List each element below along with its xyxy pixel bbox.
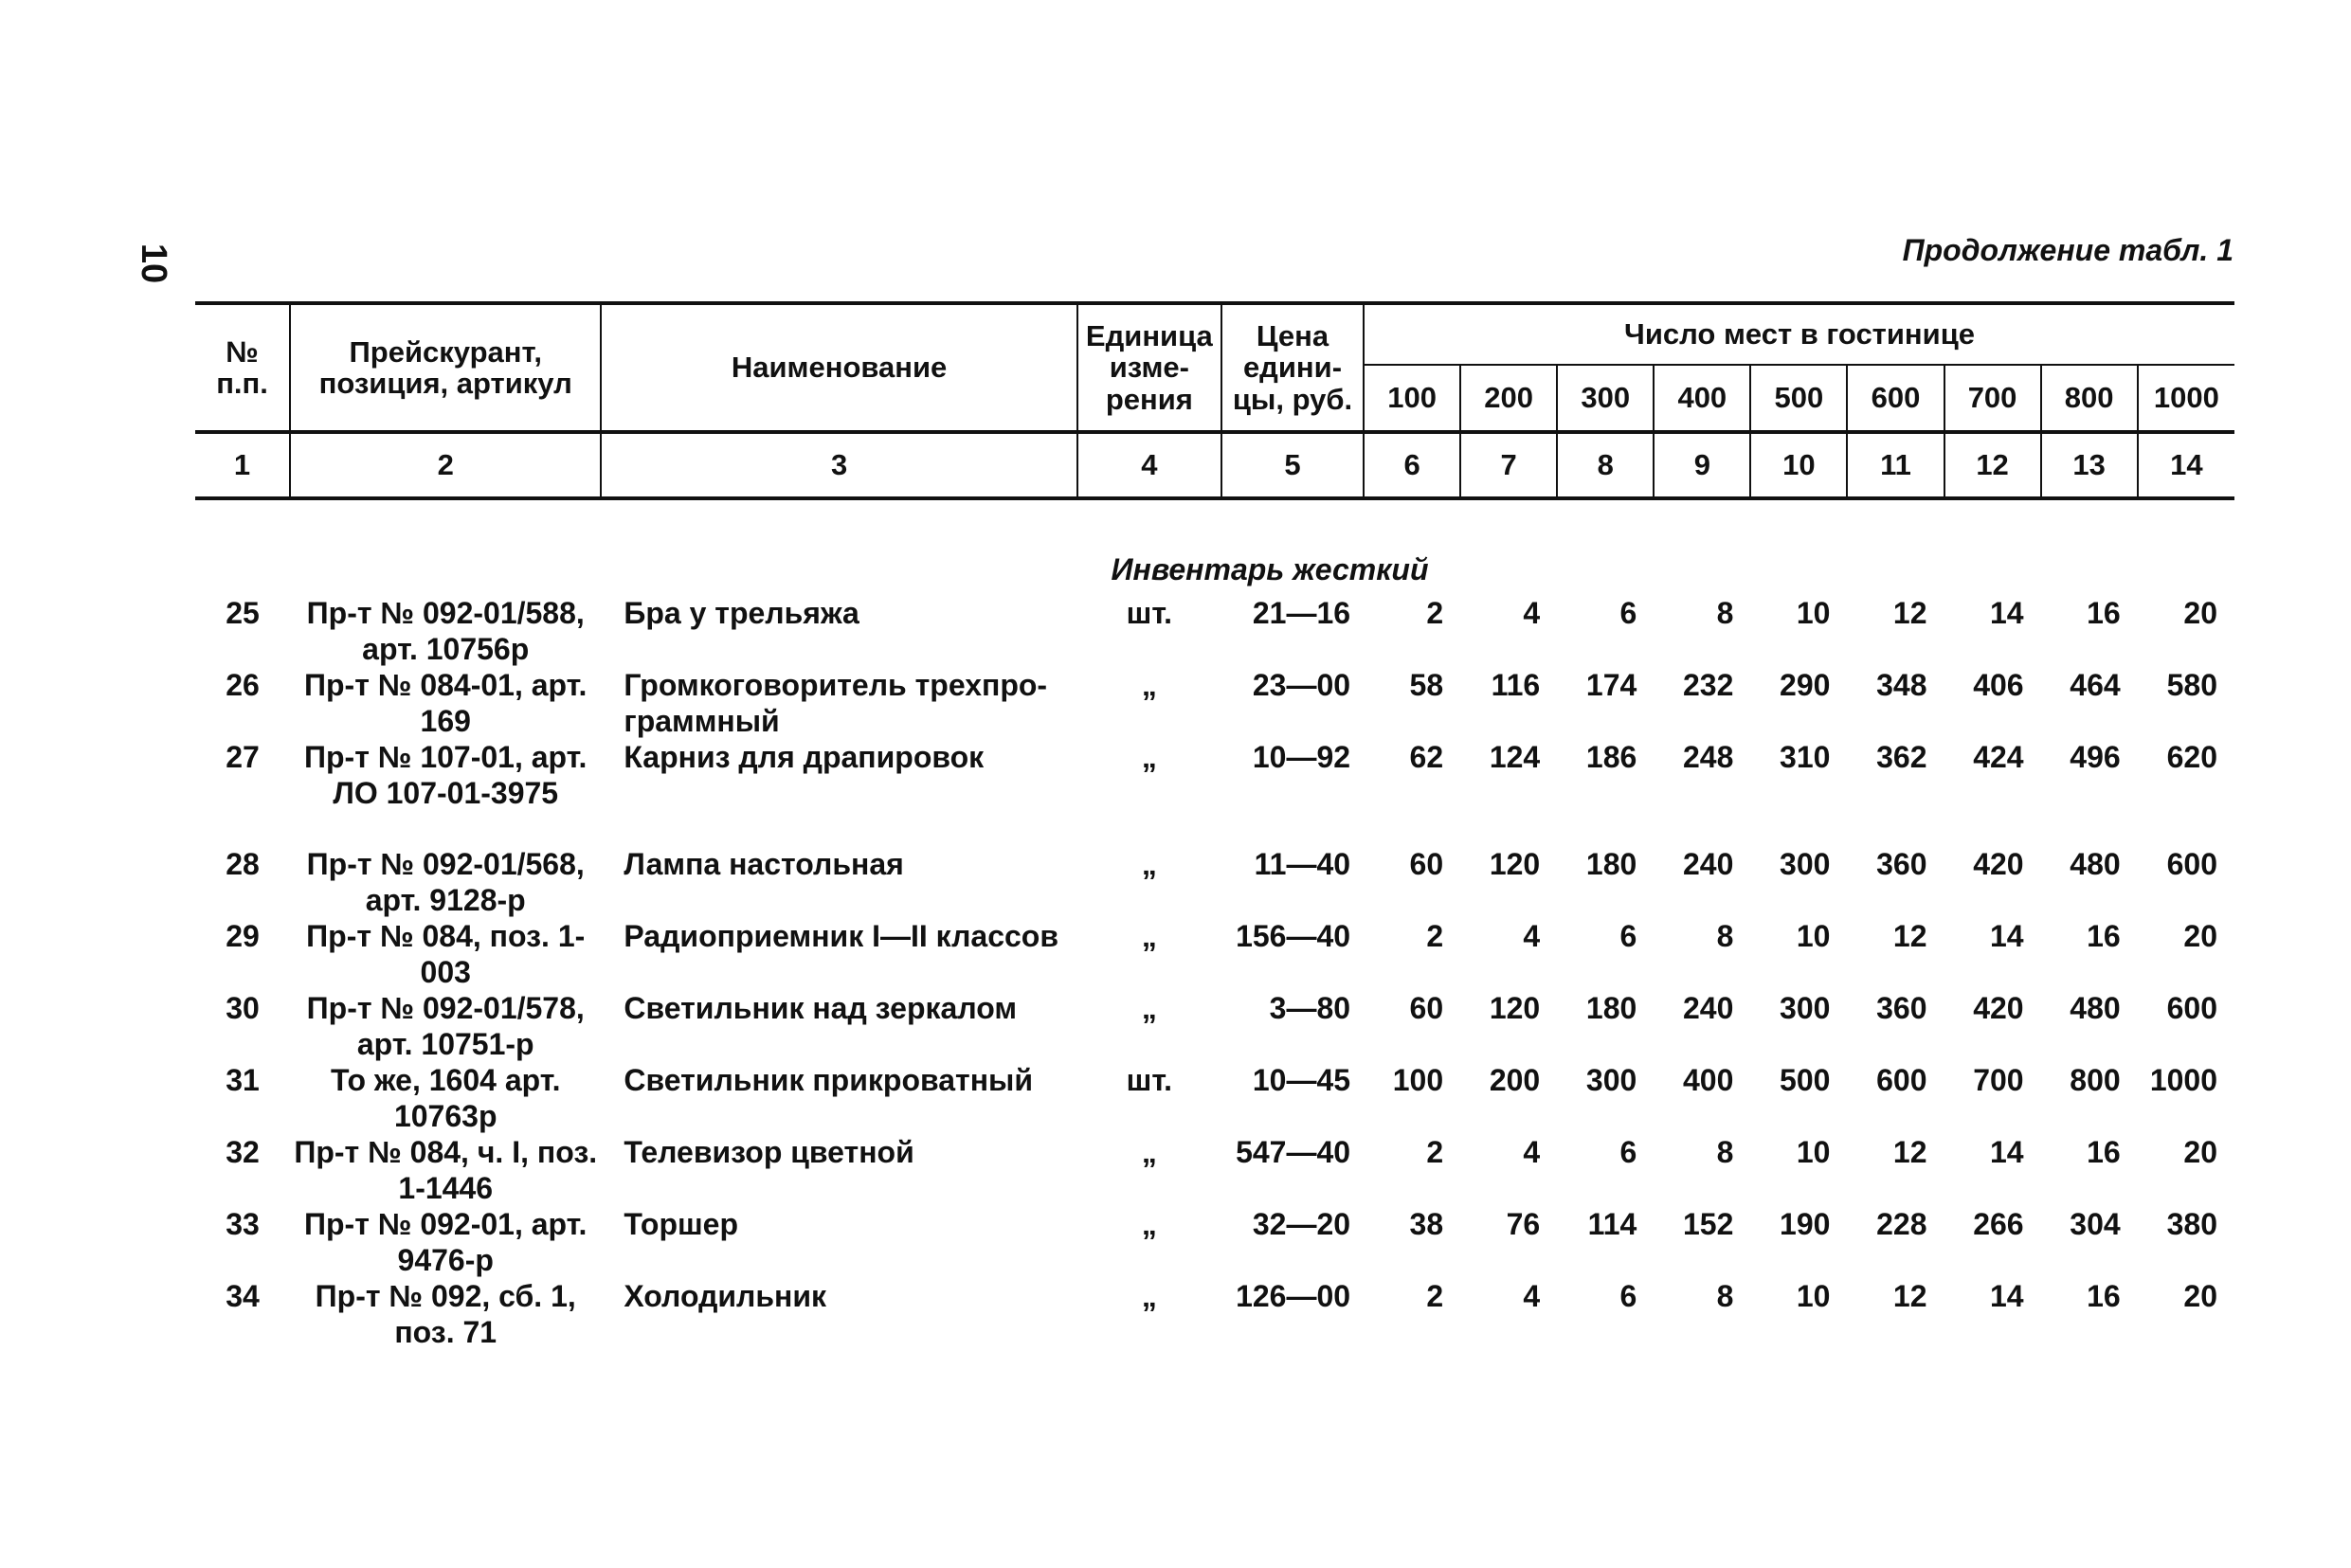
cell-name: Телевизор цветной (624, 1135, 914, 1169)
cell-quantity: 300 (1780, 847, 1831, 881)
column-number: 10 (1750, 432, 1847, 498)
cell-quantity: 2 (1426, 1279, 1444, 1313)
header-places-3: 400 (1654, 365, 1750, 432)
cell-quantity: 8 (1716, 1279, 1734, 1313)
column-number: 4 (1077, 432, 1221, 498)
column-number: 14 (2138, 432, 2234, 498)
header-places-4: 500 (1750, 365, 1847, 432)
column-number: 1 (195, 432, 290, 498)
cell-quantity: 124 (1489, 740, 1541, 774)
header-places-8: 1000 (2138, 365, 2234, 432)
spacer (195, 498, 2234, 544)
cell-quantity: 12 (1892, 1135, 1927, 1169)
cell-quantity: 480 (2070, 847, 2121, 881)
cell-quantity: 120 (1489, 847, 1541, 881)
cell-quantity: 380 (2166, 1207, 2217, 1241)
cell-quantity: 100 (1392, 1063, 1444, 1097)
cell-quantity: 406 (1973, 668, 2024, 702)
cell-quantity: 60 (1409, 991, 1444, 1025)
cell-quantity: 620 (2166, 740, 2217, 774)
cell-quantity: 8 (1716, 596, 1734, 630)
cell-quantity: 116 (1491, 668, 1541, 702)
cell-quantity: 10 (1796, 1279, 1831, 1313)
cell-name: Карниз для драпировок (624, 740, 985, 774)
cell-num: 32 (226, 1135, 260, 1169)
cell-quantity: 304 (2070, 1207, 2121, 1241)
cell-quantity: 60 (1409, 847, 1444, 881)
cell-quantity: 2 (1426, 919, 1444, 953)
cell-unit: „ (1141, 668, 1157, 702)
cell-quantity: 480 (2070, 991, 2121, 1025)
cell-quantity: 14 (1990, 919, 2024, 953)
cell-quantity: 500 (1780, 1063, 1831, 1097)
cell-quantity: 600 (2166, 847, 2217, 881)
cell-quantity: 600 (1876, 1063, 1927, 1097)
cell-quantity: 400 (1682, 1063, 1734, 1097)
column-number: 6 (1364, 432, 1460, 498)
cell-quantity: 10 (1796, 919, 1831, 953)
cell-price: 21—16 (1252, 596, 1351, 630)
cell-quantity: 10 (1796, 1135, 1831, 1169)
cell-quantity: 700 (1973, 1063, 2024, 1097)
cell-quantity: 4 (1523, 596, 1541, 630)
cell-quantity: 186 (1585, 740, 1637, 774)
cell-quantity: 4 (1523, 919, 1541, 953)
cell-quantity: 38 (1409, 1207, 1444, 1241)
header-name: Наименование (601, 303, 1076, 432)
table-caption: Продолжение табл. 1 (1902, 233, 2233, 267)
header-places-group: Число мест в гостинице (1364, 303, 2234, 365)
cell-quantity: 180 (1585, 847, 1637, 881)
header-places-1: 200 (1460, 365, 1557, 432)
cell-quantity: 240 (1682, 847, 1734, 881)
cell-quantity: 362 (1876, 740, 1927, 774)
cell-quantity: 1000 (2149, 1063, 2217, 1097)
cell-quantity: 266 (1973, 1207, 2024, 1241)
cell-quantity: 20 (2183, 919, 2217, 953)
cell-quantity: 8 (1716, 919, 1734, 953)
page-number: 10 (134, 243, 173, 284)
header-places-0: 100 (1364, 365, 1460, 432)
column-number: 7 (1460, 432, 1557, 498)
cell-price: 126—00 (1236, 1279, 1351, 1313)
cell-quantity: 20 (2183, 1279, 2217, 1313)
cell-name: Холодильник (624, 1279, 827, 1313)
header-unit: Единица изме- рения (1077, 303, 1221, 432)
cell-unit: „ (1141, 919, 1157, 953)
cell-quantity: 2 (1426, 1135, 1444, 1169)
cell-quantity: 20 (2183, 1135, 2217, 1169)
cell-quantity: 4 (1523, 1135, 1541, 1169)
cell-num: 26 (226, 668, 260, 702)
cell-num: 28 (226, 847, 260, 881)
cell-quantity: 16 (2087, 919, 2121, 953)
cell-quantity: 420 (1973, 847, 2024, 881)
cell-quantity: 6 (1619, 1279, 1637, 1313)
table-row (195, 1206, 2234, 1278)
cell-pricelist-ref: Пр-т № 092-01/588, арт. 10756р (306, 596, 585, 666)
cell-quantity: 62 (1409, 740, 1444, 774)
table-row (195, 1062, 2234, 1134)
cell-quantity: 348 (1876, 668, 1927, 702)
cell-quantity: 360 (1876, 847, 1927, 881)
cell-pricelist-ref: Пр-т № 084, ч. I, поз. 1-1446 (294, 1135, 598, 1205)
cell-num: 30 (226, 991, 260, 1025)
cell-price: 10—45 (1252, 1063, 1351, 1097)
cell-quantity: 420 (1973, 991, 2024, 1025)
cell-quantity: 16 (2087, 1135, 2121, 1169)
cell-price: 11—40 (1254, 847, 1351, 881)
cell-price: 547—40 (1236, 1135, 1351, 1169)
cell-num: 31 (226, 1063, 260, 1097)
cell-quantity: 232 (1682, 668, 1734, 702)
cell-price: 3—80 (1269, 991, 1351, 1025)
cell-quantity: 200 (1489, 1063, 1541, 1097)
cell-unit: „ (1141, 991, 1157, 1025)
cell-quantity: 120 (1489, 991, 1541, 1025)
cell-unit: „ (1141, 847, 1157, 881)
cell-quantity: 8 (1716, 1135, 1734, 1169)
cell-unit: „ (1141, 1135, 1157, 1169)
cell-pricelist-ref: Пр-т № 092-01/578, арт. 10751-р (306, 991, 585, 1061)
table-row (195, 846, 2234, 918)
column-number: 2 (290, 432, 601, 498)
cell-name: Радиоприемник I—II классов (624, 919, 1059, 953)
cell-name: Бра у трельяжа (624, 596, 859, 630)
section-title: Инвентарь жесткий (1111, 552, 1429, 586)
header-places-7: 800 (2041, 365, 2138, 432)
cell-quantity: 464 (2070, 668, 2121, 702)
table-row (195, 918, 2234, 990)
column-number: 3 (601, 432, 1076, 498)
header-places-5: 600 (1847, 365, 1944, 432)
table-row (195, 667, 2234, 739)
cell-quantity: 240 (1682, 991, 1734, 1025)
cell-quantity: 10 (1796, 596, 1831, 630)
cell-quantity: 12 (1892, 596, 1927, 630)
cell-quantity: 6 (1619, 1135, 1637, 1169)
cell-quantity: 14 (1990, 1135, 2024, 1169)
table-row (195, 739, 2234, 846)
header-price: Цена едини- цы, руб. (1221, 303, 1364, 432)
cell-unit: „ (1141, 1279, 1157, 1313)
cell-quantity: 180 (1585, 991, 1637, 1025)
cell-price: 32—20 (1252, 1207, 1351, 1241)
cell-quantity: 300 (1780, 991, 1831, 1025)
cell-quantity: 290 (1780, 668, 1831, 702)
cell-price: 156—40 (1236, 919, 1351, 953)
cell-quantity: 152 (1682, 1207, 1734, 1241)
table-row (195, 1134, 2234, 1206)
cell-quantity: 6 (1619, 919, 1637, 953)
cell-unit: шт. (1126, 596, 1173, 630)
cell-pricelist-ref: Пр-т № 084, поз. 1-003 (306, 919, 586, 989)
cell-name: Светильник над зеркалом (624, 991, 1018, 1025)
cell-quantity: 16 (2087, 596, 2121, 630)
cell-num: 25 (226, 596, 260, 630)
cell-pricelist-ref: То же, 1604 арт. 10763р (330, 1063, 561, 1133)
column-number: 13 (2041, 432, 2138, 498)
cell-quantity: 16 (2087, 1279, 2121, 1313)
cell-quantity: 114 (1587, 1207, 1637, 1241)
cell-quantity: 14 (1990, 1279, 2024, 1313)
inventory-table (195, 301, 2234, 1350)
cell-quantity: 310 (1780, 740, 1831, 774)
cell-quantity: 12 (1892, 919, 1927, 953)
cell-name: Лампа настольная (624, 847, 904, 881)
cell-quantity: 496 (2070, 740, 2121, 774)
cell-quantity: 2 (1426, 596, 1444, 630)
table-row (195, 990, 2234, 1062)
header-places-2: 300 (1557, 365, 1654, 432)
table-row (195, 595, 2234, 667)
column-number: 11 (1847, 432, 1944, 498)
cell-quantity: 76 (1506, 1207, 1541, 1241)
cell-pricelist-ref: Пр-т № 107-01, арт. ЛО 107-01-3975 (304, 740, 588, 810)
cell-quantity: 600 (2166, 991, 2217, 1025)
cell-pricelist-ref: Пр-т № 092-01/568, арт. 9128-р (306, 847, 585, 917)
cell-unit: „ (1141, 1207, 1157, 1241)
cell-name: Громкоговоритель трехпро- граммный (624, 668, 1048, 738)
header-places-6: 700 (1944, 365, 2041, 432)
header-pricelist: Прейскурант, позиция, артикул (290, 303, 601, 432)
cell-quantity: 300 (1585, 1063, 1637, 1097)
cell-quantity: 190 (1780, 1207, 1831, 1241)
cell-name: Светильник прикроватный (624, 1063, 1034, 1097)
cell-num: 29 (226, 919, 260, 953)
cell-quantity: 228 (1876, 1207, 1927, 1241)
header-num: № п.п. (195, 303, 290, 432)
cell-num: 27 (226, 740, 260, 774)
cell-quantity: 174 (1585, 668, 1637, 702)
cell-unit: „ (1141, 740, 1157, 774)
cell-pricelist-ref: Пр-т № 084-01, арт. 169 (304, 668, 588, 738)
column-number: 8 (1557, 432, 1654, 498)
cell-quantity: 4 (1523, 1279, 1541, 1313)
cell-quantity: 58 (1409, 668, 1444, 702)
cell-quantity: 20 (2183, 596, 2217, 630)
table-row (195, 1278, 2234, 1350)
cell-name: Торшер (624, 1207, 738, 1241)
cell-quantity: 6 (1619, 596, 1637, 630)
cell-quantity: 360 (1876, 991, 1927, 1025)
cell-pricelist-ref: Пр-т № 092-01, арт. 9476-р (304, 1207, 588, 1277)
column-number: 12 (1944, 432, 2041, 498)
column-number: 5 (1221, 432, 1364, 498)
cell-quantity: 580 (2166, 668, 2217, 702)
column-number: 9 (1654, 432, 1750, 498)
cell-num: 34 (226, 1279, 260, 1313)
cell-unit: шт. (1126, 1063, 1173, 1097)
cell-quantity: 248 (1682, 740, 1734, 774)
cell-num: 33 (226, 1207, 260, 1241)
cell-quantity: 800 (2070, 1063, 2121, 1097)
cell-price: 10—92 (1252, 740, 1351, 774)
cell-price: 23—00 (1252, 668, 1351, 702)
cell-quantity: 424 (1973, 740, 2024, 774)
cell-quantity: 14 (1990, 596, 2024, 630)
cell-quantity: 12 (1892, 1279, 1927, 1313)
cell-pricelist-ref: Пр-т № 092, сб. 1, поз. 71 (315, 1279, 576, 1349)
